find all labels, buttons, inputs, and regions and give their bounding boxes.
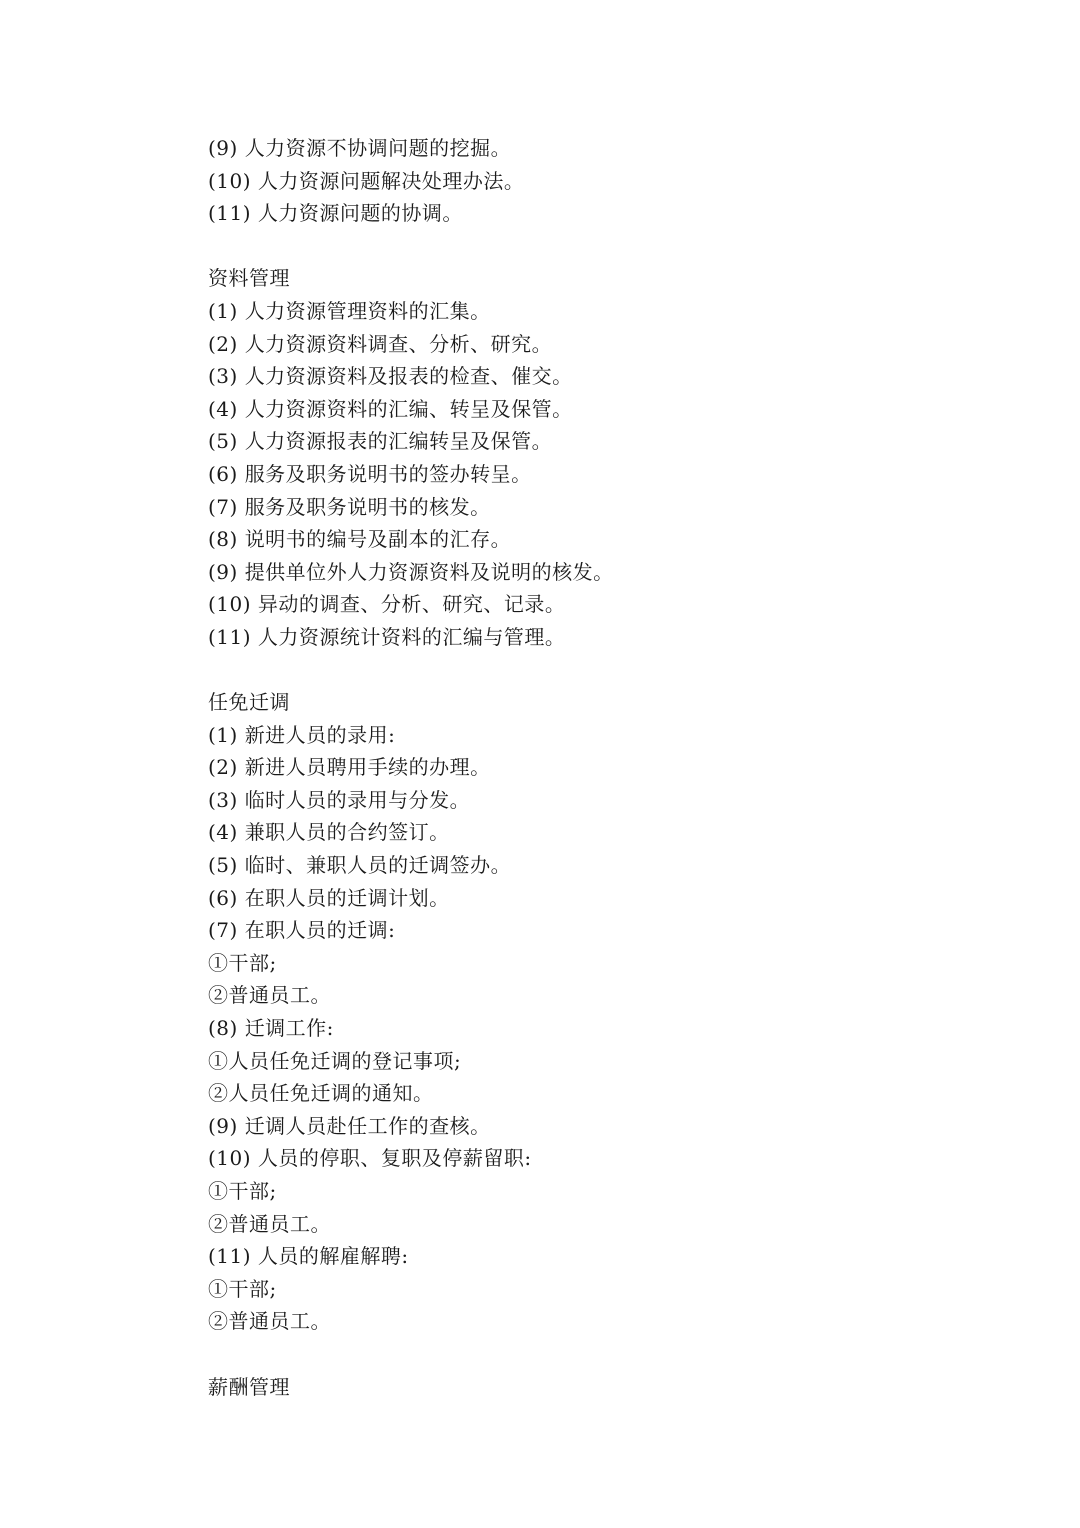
list-item: (5) 人力资源报表的汇编转呈及保管。 — [208, 429, 553, 454]
list-item: ②普通员工。 — [208, 1211, 331, 1236]
section-title: 薪酬管理 — [208, 1374, 290, 1399]
list-item: (2) 新进人员聘用手续的办理。 — [208, 755, 491, 780]
list-item: (1) 人力资源管理资料的汇集。 — [208, 298, 491, 323]
list-item: (9) 人力资源不协调问题的挖掘。 — [208, 136, 512, 160]
section-data-management — [208, 262, 1008, 653]
list-item: (11) 人力资源统计资料的汇编与管理。 — [208, 624, 566, 649]
list-item: (1) 新进人员的录用: — [208, 722, 396, 747]
list-item: (6) 在职人员的迁调计划。 — [208, 885, 450, 910]
section-title: 资料管理 — [208, 266, 290, 291]
list-item: (4) 人力资源资料的汇编、转呈及保管。 — [208, 396, 573, 421]
list-item: (9) 迁调人员赴任工作的查核。 — [208, 1113, 491, 1138]
section-title: 任免迁调 — [208, 690, 290, 715]
list-item: (7) 在职人员的迁调: — [208, 918, 396, 943]
list-item: (7) 服务及职务说明书的核发。 — [208, 494, 491, 519]
document-body — [208, 132, 1008, 1403]
list-item: (3) 人力资源资料及报表的检查、催交。 — [208, 364, 573, 389]
list-item: ②普通员工。 — [208, 983, 331, 1008]
list-item: (2) 人力资源资料调查、分析、研究。 — [208, 331, 553, 356]
list-item: (5) 临时、兼职人员的迁调签办。 — [208, 853, 512, 878]
list-item: (3) 临时人员的录用与分发。 — [208, 787, 471, 812]
list-item: ①干部; — [208, 1179, 277, 1203]
section-appointment-transfer — [208, 686, 1008, 1338]
list-item: (6) 服务及职务说明书的签办转呈。 — [208, 461, 532, 486]
list-item: (10) 异动的调查、分析、研究、记录。 — [208, 592, 566, 617]
list-item: ②人员任免迁调的通知。 — [208, 1081, 434, 1106]
list-item: (10) 人员的停职、复职及停薪留职: — [208, 1146, 532, 1171]
section-compensation — [208, 1371, 1008, 1404]
list-item: (11) 人员的解雇解聘: — [208, 1244, 409, 1269]
intro-list — [208, 132, 1008, 230]
list-item: (8) 说明书的编号及副本的汇存。 — [208, 527, 512, 552]
list-item: ①干部; — [208, 950, 277, 975]
list-item: (9) 提供单位外人力资源资料及说明的核发。 — [208, 559, 614, 584]
list-item: ①干部; — [208, 1276, 277, 1301]
list-item: (11) 人力资源问题的协调。 — [208, 201, 463, 226]
list-item: (10) 人力资源问题解决处理办法。 — [208, 168, 525, 193]
list-item: ①人员任免迁调的登记事项; — [208, 1048, 462, 1073]
list-item: (4) 兼职人员的合约签订。 — [208, 820, 450, 845]
list-item: (8) 迁调工作: — [208, 1016, 334, 1041]
list-item: ②普通员工。 — [208, 1309, 331, 1334]
